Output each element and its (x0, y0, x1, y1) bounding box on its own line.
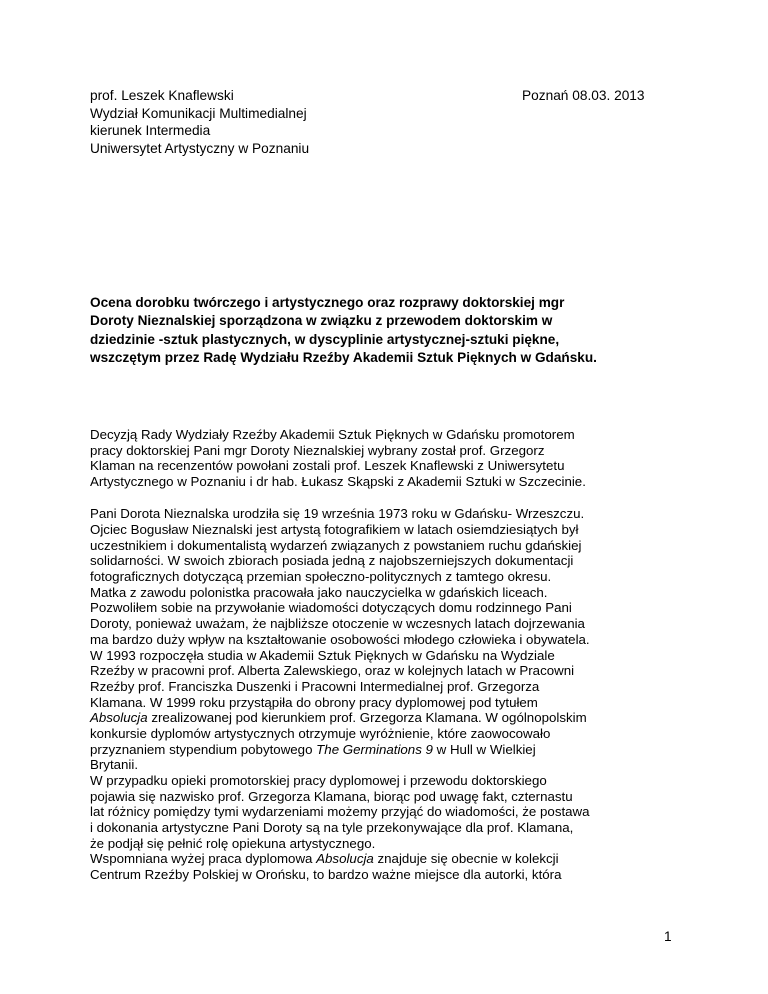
text-line: W 1993 rozpoczęła studia w Akademii Sztuk Pięknych w Gdańsku na Wydziale (90, 647, 555, 663)
text-line: pracy doktorskiej Pani mgr Doroty Nieznalskiej wybrany został prof. Grzegorz (90, 442, 545, 458)
title-line: dziedzinie -sztuk plastycznych, w dyscyplinie artystycznej-sztuki piękne, (90, 331, 560, 347)
author-name: prof. Leszek Knaflewski (90, 88, 234, 103)
author-faculty: Wydział Komunikacji Multimedialnej (90, 105, 307, 121)
work-title-italic: Absolucja (316, 851, 374, 867)
text-line: Centrum Rzeźby Polskiej w Orońsku, to bardzo ważne miejsce dla autorki, która (90, 867, 562, 883)
author-university: Uniwersytet Artystyczny w Poznaniu (90, 140, 310, 156)
text-line: Ojciec Bogusław Nieznalski jest artystą fotografikiem w latach osiemdziesiątych był (90, 522, 579, 538)
text-line: że podjął się pełnić rolę opiekuna artystycznego. (90, 835, 376, 851)
text-line: Wspomniana wyżej praca dyplomowa Absolucja znajduje się obecnie w kolekcji (90, 851, 559, 867)
text-line: ma bardzo duży wpływ na kształtowanie osobowości młodego człowieka i obywatela. (90, 631, 590, 647)
body-text (90, 427, 690, 883)
author-department: kierunek Intermedia (90, 123, 211, 138)
text-line: i dokonania artystyczne Pani Doroty są na tyle przekonywające dla prof. Klamana, (90, 820, 574, 836)
title-line: Doroty Nieznalskiej sporządzona w związku z przewodem doktorskim w (90, 313, 553, 329)
title-line: wszczętym przez Radę Wydziału Rzeźby Akademii Sztuk Pięknych w Gdańsku. (90, 349, 597, 365)
text-line: Decyzją Rady Wydziały Rzeźby Akademii Sztuk Pięknych w Gdańsku promotorem (90, 427, 575, 442)
title-line: Ocena dorobku twórczego i artystycznego oraz rozprawy doktorskiej mgr (90, 295, 565, 310)
text-line: konkursie dyplomów artystycznych otrzymuje wyróżnienie, które zaowocowało (90, 725, 551, 741)
place-date: Poznań 08.03. 2013 (522, 88, 645, 103)
text-line: Absolucja zrealizowanej pod kierunkiem prof. Grzegorza Klamana. W ogólnopolskim (90, 710, 587, 726)
page-number: 1 (664, 929, 672, 944)
text-line: W przypadku opieki promotorskiej pracy dyplomowej i przewodu doktorskiego (90, 773, 547, 789)
text-line: Klamana. W 1999 roku przystąpiła do obrony pracy dyplomowej pod tytułem (90, 694, 538, 710)
text-line: uczestnikiem i dokumentalistą wydarzeń związanych z powstaniem ruchu gdańskiej (90, 537, 582, 553)
author-block (90, 87, 309, 157)
text-line: Doroty, ponieważ uważam, że najbliższe otoczenie w wczesnych latach dojrzewania (90, 616, 585, 632)
text-line: lat różnicy pomiędzy tymi wydarzeniami możemy przyjąć do wiadomości, że postawa (90, 804, 590, 820)
work-title-italic: Absolucja (90, 710, 148, 726)
text-line: przyznaniem stypendium pobytowego The Germinations 9 w Hull w Wielkiej (90, 741, 536, 757)
paragraph-biography (90, 506, 690, 883)
text-line: Rzeźby prof. Franciszka Duszenki i Pracowni Intermedialnej prof. Grzegorza (90, 678, 540, 694)
text-line: Rzeźby w pracowni prof. Alberta Zalewskiego, oraz w kolejnych latach w Pracowni (90, 663, 575, 679)
work-title-italic: The Germinations 9 (316, 741, 433, 757)
text-line: Brytanii. (90, 757, 139, 773)
text-line: fotograficznych dotyczącą przemian społeczno-politycznych z tamtego okresu. (90, 569, 552, 585)
text-line: solidarności. W swoich zbiorach posiada jedną z najobszerniejszych dokumentacji (90, 553, 574, 569)
text-line: pojawia się nazwisko prof. Grzegorza Klamana, biorąc pod uwagę fakt, czternastu (90, 788, 573, 804)
text-line: Matka z zawodu polonistka pracowała jako nauczycielka w gdańskich liceach. (90, 584, 548, 600)
paragraph-decision (90, 427, 690, 490)
document-title (90, 294, 710, 367)
text-line: Klaman na recenzentów powołani zostali prof. Leszek Knaflewski z Uniwersytetu (90, 458, 565, 474)
text-line: Pani Dorota Nieznalska urodziła się 19 września 1973 roku w Gdańsku- Wrzeszczu. (90, 506, 585, 522)
text-line: Artystycznego w Poznaniu i dr hab. Łukasz Skąpski z Akademii Sztuki w Szczecinie. (90, 474, 586, 490)
text-line: Pozwoliłem sobie na przywołanie wiadomości dotyczących domu rodzinnego Pani (90, 600, 572, 616)
